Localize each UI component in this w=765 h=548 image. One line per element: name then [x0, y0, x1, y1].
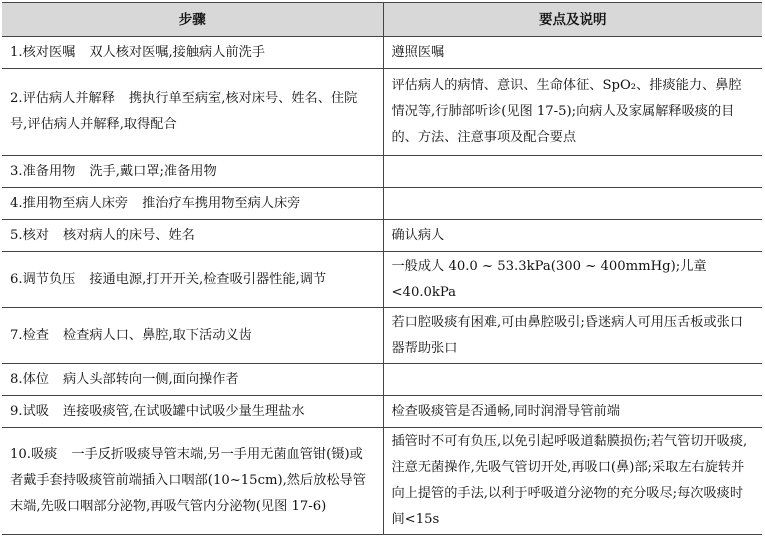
note-cell: 确认病人	[383, 220, 762, 252]
note-cell: 评估病人的病情、意识、生命体征、SpO₂、排痰能力、鼻腔情况等,行肺部听诊(见图 17-5);向病人及家属解释吸痰的目的、方法、注意事项及配合要点	[383, 69, 762, 156]
step-action: 连接吸痰管,在试吸罐中试吸少量生理盐水	[62, 403, 305, 419]
header-steps: 步骤	[2, 3, 383, 37]
table-row	[2, 69, 762, 156]
step-action: 接通电源,打开开关,检查吸引器性能,调节	[89, 271, 327, 287]
step-name: 9.试吸	[10, 403, 49, 419]
step-name: 1.核对医嘱	[10, 44, 76, 60]
table-row	[2, 364, 762, 396]
note-cell: 插管时不可有负压,以免引起呼吸道黏膜损伤;若气管切开吸痰,注意无菌操作,先吸气管切开处,再吸口(鼻)部;采取左右旋转并向上提管的手法,以利于呼吸道分泌物的充分吸尽;每次吸痰时间<15s	[383, 428, 762, 535]
step-name: 7.检查	[10, 327, 49, 343]
step-cell	[2, 156, 383, 188]
step-name: 4.推用物至病人床旁	[10, 195, 129, 211]
step-action: 病人头部转向一侧,面向操作者	[62, 371, 239, 387]
step-cell	[2, 37, 383, 69]
table-row	[2, 396, 762, 428]
step-cell	[2, 188, 383, 220]
note-cell: 遵照医嘱	[383, 37, 762, 69]
step-action: 双人核对医嘱,接触病人前洗手	[89, 44, 265, 60]
step-name: 8.体位	[10, 371, 49, 387]
note-cell: 若口腔吸痰有困难,可由鼻腔吸引;昏迷病人可用压舌板或张口器帮助张口	[383, 308, 762, 364]
table-header-row	[2, 3, 762, 37]
step-cell	[2, 428, 383, 535]
step-action: 一手反折吸痰导管末端,另一手用无菌血管钳(镊)或者戴手套持吸痰管前端插入口咽部(10~15cm),然后放松导管末端,先吸口咽部分泌物,再吸气管内分泌物(见图 17-6)	[10, 447, 366, 514]
step-name: 2.评估病人并解释	[10, 91, 115, 106]
step-cell	[2, 220, 383, 252]
step-name: 6.调节负压	[10, 271, 76, 287]
step-name: 5.核对	[10, 227, 49, 243]
procedure-table	[2, 2, 762, 535]
note-cell	[383, 188, 762, 220]
note-cell: 检查吸痰管是否通畅,同时润滑导管前端	[383, 396, 762, 428]
table-row	[2, 252, 762, 308]
table-row	[2, 188, 762, 220]
step-name: 3.准备用物	[10, 163, 76, 179]
step-action: 检查病人口、鼻腔,取下活动义齿	[62, 327, 252, 343]
table-row	[2, 308, 762, 364]
step-action: 核对病人的床号、姓名	[62, 227, 195, 243]
step-cell	[2, 396, 383, 428]
table-row	[2, 156, 762, 188]
step-cell	[2, 252, 383, 308]
note-cell	[383, 364, 762, 396]
step-name: 10.吸痰	[10, 447, 58, 462]
step-action: 推治疗车携用物至病人床旁	[142, 195, 301, 211]
header-notes: 要点及说明	[383, 3, 762, 37]
table-row	[2, 37, 762, 69]
note-cell: 一般成人 40.0 ~ 53.3kPa(300 ~ 400mmHg);儿童<40.0kPa	[383, 252, 762, 308]
step-action: 洗手,戴口罩;准备用物	[89, 163, 217, 179]
table-row	[2, 428, 762, 535]
step-cell	[2, 69, 383, 156]
note-cell	[383, 156, 762, 188]
step-cell	[2, 308, 383, 364]
step-action: 携执行单至病室,核对床号、姓名、住院号,评估病人并解释,取得配合	[10, 91, 358, 132]
step-cell	[2, 364, 383, 396]
table-row	[2, 220, 762, 252]
